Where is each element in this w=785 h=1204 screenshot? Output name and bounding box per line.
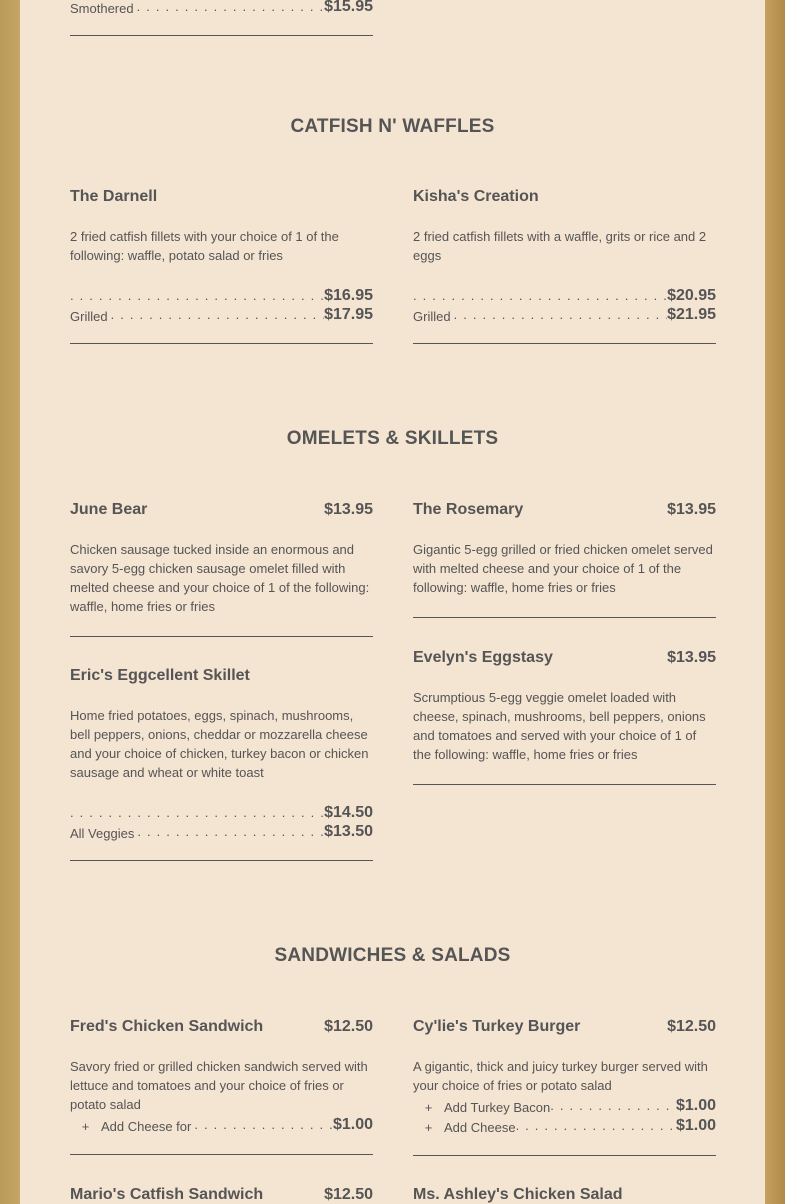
price-value: $14.50 (324, 804, 373, 821)
item-desc-evelyns-eggstasy: Scrumptious 5-egg veggie omelet loaded with cheese, spinach, mushrooms, bell peppers, onions and tomatoes and served with your choice of 1 of the following: waffle, home fries or fries (413, 690, 706, 762)
dot-leader (137, 823, 324, 841)
section-title-sandwiches: SANDWICHES & SALADS (274, 945, 511, 966)
item-divider (413, 1155, 716, 1156)
item-price-marios-catfish-sandwich: $12.50 (324, 1186, 373, 1203)
price-value: $15.95 (324, 0, 373, 15)
item-price-cylies-turkey-burger: $12.50 (667, 1018, 716, 1035)
item-name-the-rosemary: The Rosemary (413, 501, 524, 518)
item-name-erics-eggcellent-skillet: Eric's Eggcellent Skillet (70, 667, 250, 684)
item-desc-the-darnell: 2 fried catfish fillets with your choice of 1 of the following: waffle, potato salad or fries (70, 229, 339, 263)
item-name-cylies-turkey-burger: Cy'lie's Turkey Burger (413, 1018, 581, 1035)
dot-leader (70, 287, 324, 305)
addon-row-add-cheese (70, 1114, 373, 1134)
addon-label: Add Turkey Bacon (444, 1100, 551, 1115)
price-value: $21.95 (667, 306, 716, 323)
price-option-label: Grilled (413, 309, 451, 324)
price-row-skillet-veggies (70, 821, 373, 841)
item-desc-the-rosemary: Gigantic 5-egg grilled or fried chicken omelet served with melted cheese and your choice of 1 of the following: waffle, home fries or fries (413, 542, 713, 595)
price-value: $16.95 (324, 287, 373, 304)
item-divider (70, 636, 373, 637)
plus-icon: + (81, 1119, 90, 1134)
price-option-label: All Veggies (70, 826, 135, 841)
item-divider (413, 617, 716, 618)
item-desc-freds-chicken-sandwich: Savory fried or grilled chicken sandwich served with lettuce and tomatoes and your choice of fries or potato salad (70, 1059, 368, 1112)
dot-leader (516, 1117, 676, 1135)
addon-price: $1.00 (332, 1116, 373, 1133)
addon-label: Add Cheese (444, 1120, 516, 1135)
dot-leader (70, 804, 324, 822)
smothered-price-row (70, 0, 373, 16)
item-price-evelyns-eggstasy: $13.95 (667, 649, 716, 666)
item-name-marios-catfish-sandwich: Mario's Catfish Sandwich (70, 1186, 264, 1203)
price-value: $20.95 (667, 287, 716, 304)
item-name-ms-ashleys-chicken-salad: Ms. Ashley's Chicken Salad (413, 1186, 623, 1203)
item-name-the-darnell: The Darnell (70, 188, 158, 205)
item-desc-cylies-turkey-burger: A gigantic, thick and juicy turkey burger served with your choice of fries or potato salad (413, 1059, 708, 1093)
item-name-june-bear: June Bear (70, 501, 148, 518)
addon-row-add-turkey-bacon (413, 1095, 716, 1115)
price-row-kisha-grilled (413, 304, 716, 324)
item-name-freds-chicken-sandwich: Fred's Chicken Sandwich (70, 1018, 264, 1035)
price-row-kisha-fried (413, 285, 716, 305)
dot-leader (111, 306, 324, 324)
item-divider (70, 860, 373, 861)
item-divider (70, 35, 373, 36)
addon-row-add-cheese (413, 1115, 716, 1135)
item-price-the-rosemary: $13.95 (667, 501, 716, 518)
price-option-label: Grilled (70, 309, 108, 324)
item-desc-june-bear: Chicken sausage tucked inside an enormous and savory 5-egg chicken sausage omelet filled with melted cheese and your choice of 1 of the following: waffle, home fries or fries (70, 542, 370, 614)
price-row-skillet-regular (70, 802, 373, 822)
dot-leader (137, 0, 324, 16)
plus-icon: + (424, 1100, 433, 1115)
price-row-darnell-grilled (70, 304, 373, 324)
dot-leader (413, 287, 667, 305)
item-name-kishas-creation: Kisha's Creation (413, 188, 539, 205)
price-option-label: Smothered (70, 1, 134, 16)
price-row-darnell-fried (70, 285, 373, 305)
item-desc-kishas-creation: 2 fried catfish fillets with a waffle, grits or rice and 2 eggs (413, 229, 707, 263)
dot-leader (194, 1116, 333, 1134)
item-divider (413, 343, 716, 344)
item-divider (70, 343, 373, 344)
item-price-freds-chicken-sandwich: $12.50 (324, 1018, 373, 1035)
price-value: $17.95 (324, 306, 373, 323)
section-title-omelets: OMELETS & SKILLETS (286, 428, 499, 449)
dot-leader (550, 1097, 676, 1115)
item-name-evelyns-eggstasy: Evelyn's Eggstasy (413, 649, 553, 666)
addon-label: Add Cheese for (101, 1119, 192, 1134)
addon-price: $1.00 (675, 1097, 716, 1114)
section-title-catfish: CATFISH N' WAFFLES (290, 116, 495, 137)
addon-price: $1.00 (675, 1117, 716, 1134)
item-divider (413, 784, 716, 785)
dot-leader (454, 306, 667, 324)
plus-icon: + (424, 1120, 433, 1135)
price-value: $13.50 (324, 823, 373, 840)
item-divider (70, 1154, 373, 1155)
item-price-june-bear: $13.95 (324, 501, 373, 518)
item-desc-erics-eggcellent-skillet: Home fried potatoes, eggs, spinach, mushrooms, bell peppers, onions, cheddar or mozzarella cheese and your choice of chicken, turkey bacon or chicken sausage and wheat or white toast (70, 708, 369, 780)
